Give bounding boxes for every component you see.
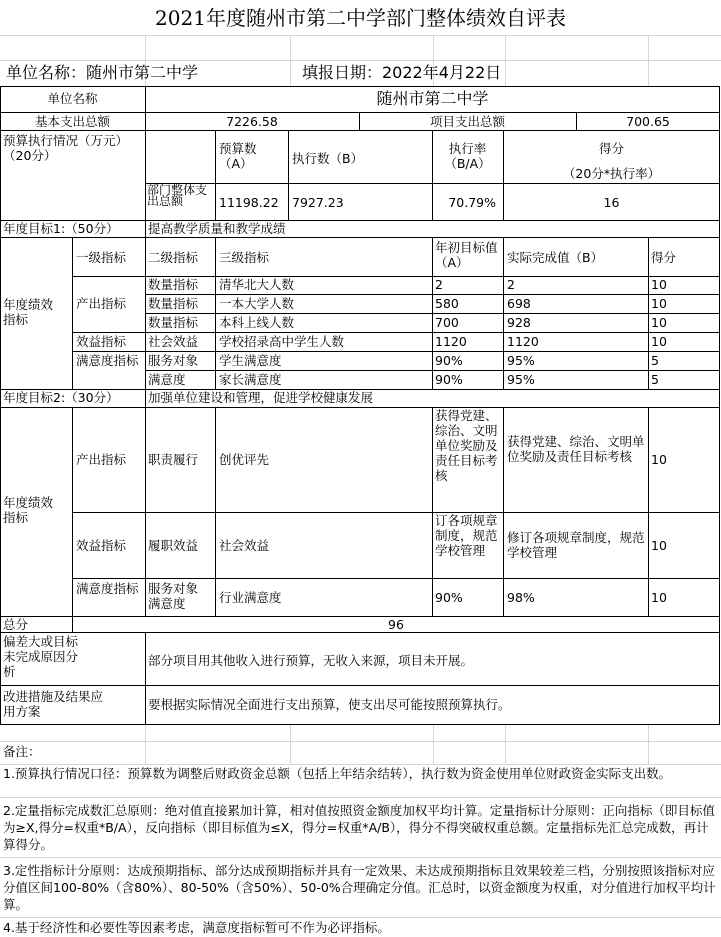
indicator-target: 订各项规章制度，规范学校管理	[435, 513, 498, 558]
exec-column-header: 执行数（B）	[292, 151, 364, 166]
budget-section-label: 预算执行情况（万元） （20分）	[3, 133, 129, 163]
indicator-l3: 行业满意度	[219, 590, 282, 605]
report-date-label: 填报日期：2022年4月22日	[302, 63, 502, 82]
level3-header: 三级指标	[219, 250, 270, 265]
level1-header: 一级指标	[76, 250, 127, 265]
indicator-l2: 职责履行	[148, 452, 199, 467]
goal2-block-label: 年度绩效 指标	[3, 495, 54, 525]
goal1-block-label: 年度绩效 指标	[3, 297, 54, 327]
project-expenditure-value: 700.65	[626, 114, 670, 129]
note-2: 2.定量指标完成数汇总原则：绝对值直接累加计算，相对值按照资金额度加权平均计算。定量指标计分原则：正向指标（即目标值为≥X,得分=权重*B/A），反向指标（即目标值为≤X，得分=权重*A/B），得分不得突破权重总额。定量指标先汇总完成数，再计算得分。	[3, 803, 715, 852]
indicator-l3: 本科上线人数	[219, 315, 295, 330]
indicator-actual: 修订各项规章制度，规范学校管理	[507, 530, 645, 560]
indicator-l3: 学校招录高中学生人数	[219, 334, 345, 349]
unit-name-label: 单位名称：随州市第二中学	[6, 63, 199, 82]
improvement-label: 改进措施及结果应用方案	[3, 689, 104, 719]
goal1-label: 年度目标1:（50分）	[3, 221, 119, 236]
indicator-score: 10	[651, 296, 667, 311]
indicator-l2: 满意度	[148, 372, 186, 387]
indicator-actual: 928	[507, 315, 531, 330]
budget-column-header: 预算数 （A）	[219, 141, 257, 171]
goal1-text: 提高教学质量和教学成绩	[148, 221, 286, 236]
indicator-score: 10	[651, 277, 667, 292]
project-expenditure-label: 项目支出总额	[429, 114, 505, 129]
indicator-l3: 社会效益	[219, 538, 270, 553]
indicator-score: 10	[651, 538, 667, 553]
indicator-l3: 学生满意度	[219, 353, 282, 368]
indicator-actual: 95%	[507, 353, 535, 368]
indicator-actual: 698	[507, 296, 531, 311]
indicator-l2: 数量指标	[148, 277, 199, 292]
budget-value: 11198.22	[219, 195, 279, 210]
indicator-score: 5	[651, 372, 659, 387]
score-column-header: 得分	[598, 141, 624, 156]
indicator-target: 580	[435, 296, 459, 311]
rate-value: 70.79%	[448, 195, 496, 210]
indicator-l2: 服务对象	[148, 353, 199, 368]
indicator-target: 90%	[435, 372, 463, 387]
indicator-l3: 创优评先	[219, 452, 270, 467]
indicator-score: 5	[651, 353, 659, 368]
level2-header: 二级指标	[148, 250, 199, 265]
score-value: 16	[603, 195, 620, 210]
improvement-text: 要根据实际情况全面进行支出预算，使支出尽可能按照预算执行。	[148, 697, 511, 712]
deviation-label: 偏差大或目标未完成原因分析	[3, 634, 79, 679]
category-benefit: 效益指标	[76, 334, 127, 349]
indicator-l3: 家长满意度	[219, 372, 282, 387]
indicator-actual: 95%	[507, 372, 535, 387]
indicator-l2: 数量指标	[148, 315, 199, 330]
indicator-target: 获得党建、综治、文明单位奖励及责任目标考核	[435, 408, 498, 483]
total-expenditure-label: 部门整体支出总额	[147, 183, 208, 208]
indicator-l3: 一本大学人数	[219, 296, 295, 311]
actual-header: 实际完成值（B）	[507, 250, 604, 265]
note-3: 3.定性指标计分原则：达成预期指标、部分达成预期指标并具有一定效果、未达成预期指标且效果较差三档，分别按照该指标对应分值区间100-80%（含80%）、80-50%（含50%）、50-0%合理确定分值。汇总时，以资金额度为权重，对分值进行加权平均计算。	[3, 863, 716, 912]
indicator-actual: 2	[507, 277, 515, 292]
notes-heading: 备注：	[3, 744, 41, 759]
indicator-target: 1120	[435, 334, 467, 349]
basic-expenditure-value: 7226.58	[226, 114, 278, 129]
score-column-note: （20分*执行率）	[562, 166, 661, 181]
indicator-score: 10	[651, 590, 667, 605]
goal2-text: 加强单位建设和管理，促进学校健康发展	[148, 390, 374, 405]
indicator-actual: 获得党建、综治、文明单位奖励及责任目标考核	[507, 434, 645, 464]
category-satisfaction: 满意度指标	[76, 353, 139, 368]
indicator-score: 10	[651, 315, 667, 330]
total-label: 总分	[3, 617, 29, 632]
indicator-l2: 数量指标	[148, 296, 199, 311]
indicator-target: 90%	[435, 590, 463, 605]
indicator-l2: 服务对象满意度	[148, 581, 199, 611]
indicator-target: 2	[435, 277, 443, 292]
indicator-l2: 履职效益	[148, 538, 199, 553]
category-output: 产出指标	[76, 296, 127, 311]
unit-name-header: 单位名称	[47, 91, 98, 106]
page-title: 2021年度随州市第二中学部门整体绩效自评表	[155, 6, 566, 30]
rate-column-header: 执行率 （B/A）	[444, 141, 491, 171]
deviation-text: 部分项目用其他收入进行预算，无收入来源，项目未开展。	[148, 653, 474, 668]
indicator-score: 10	[651, 452, 667, 467]
indicator-target: 90%	[435, 353, 463, 368]
indicator-l3: 清华北大人数	[219, 277, 295, 292]
basic-expenditure-label: 基本支出总额	[34, 114, 110, 129]
score-header: 得分	[651, 250, 677, 265]
indicator-l1: 效益指标	[76, 538, 127, 553]
indicator-l1: 产出指标	[76, 452, 127, 467]
indicator-l2: 社会效益	[148, 334, 199, 349]
target-header: 年初目标值（A）	[435, 240, 498, 270]
indicator-l1: 满意度指标	[76, 581, 139, 596]
indicator-target: 700	[435, 315, 459, 330]
goal2-label: 年度目标2:（30分）	[3, 390, 119, 405]
indicator-actual: 98%	[507, 590, 535, 605]
exec-value: 7927.23	[292, 195, 344, 210]
unit-name-value: 随州市第二中学	[376, 89, 489, 108]
indicator-actual: 1120	[507, 334, 539, 349]
total-value: 96	[388, 617, 404, 632]
note-4: 4.基于经济性和必要性等因素考虑，满意度指标暂可不作为必评指标。	[3, 920, 390, 935]
note-1: 1.预算执行情况口径：预算数为调整后财政资金总额（包括上年结余结转），执行数为资金使用单位财政资金实际支出数。	[3, 766, 672, 781]
indicator-score: 10	[651, 334, 667, 349]
